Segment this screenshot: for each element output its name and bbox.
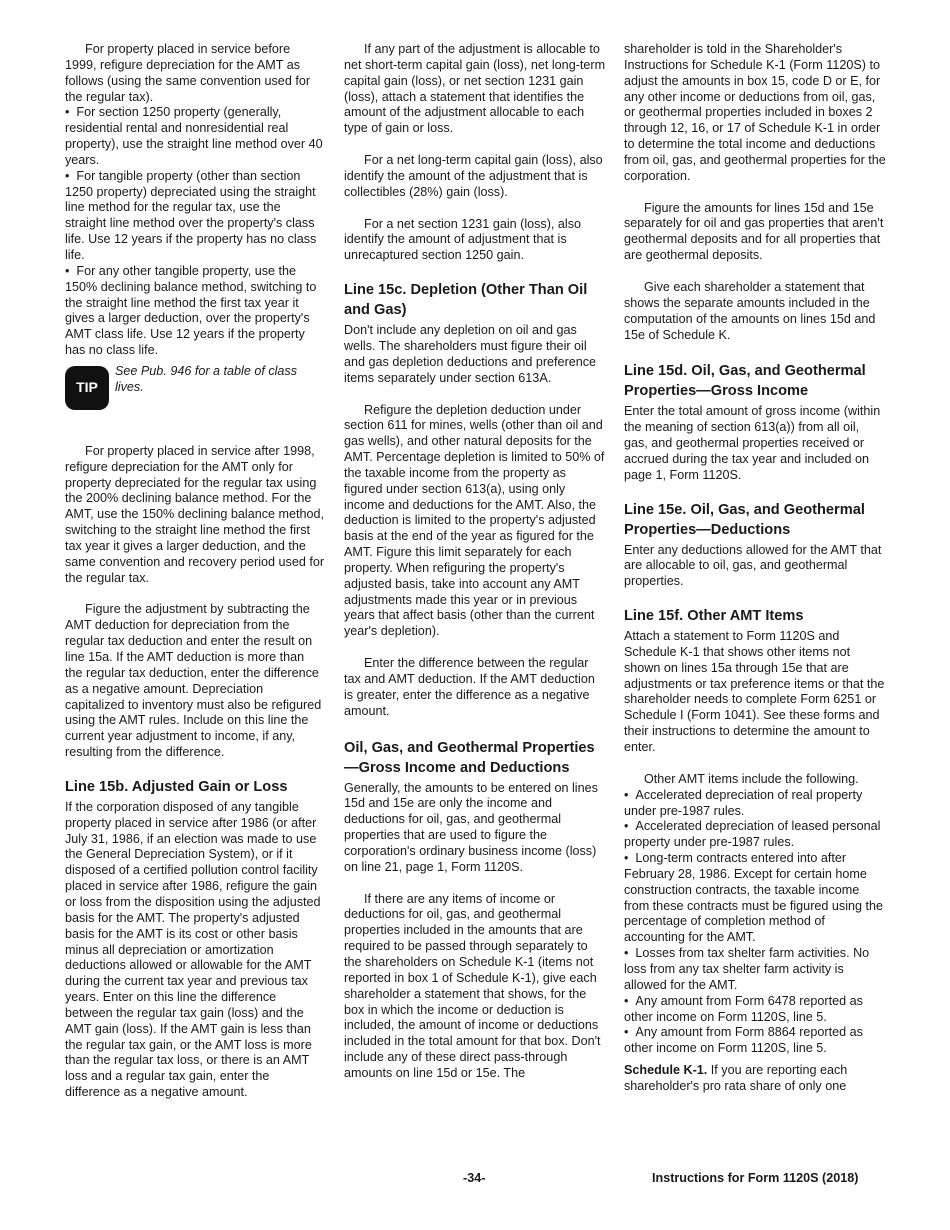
- schedule-k1-text: If you are reporting each shareholder's pro rata share of only one: [624, 1063, 848, 1093]
- heading-line-15e: Line 15e. Oil, Gas, and Geothermal Properties—Deductions: [624, 501, 865, 538]
- paragraph: If there are any items of income or deductions for oil, gas, and geothermal properties included in the amounts that are required to be passed through separately to the shareholders on Schedule K-1 (items not reported in box 1 of Schedule K-1), give each shareholder a statement that shows, for the box in which the income or deduction is included, the amount of income or deductions included in the total amount for that box. Don't include any of these direct pass-through amounts on line 15d or 15e. The: [344, 891, 601, 1080]
- paragraph: For a net section 1231 gain (loss), also identify the amount of adjustment that is unrecaptured section 1250 gain.: [344, 216, 582, 263]
- column-1: [65, 42, 325, 1101]
- bullet-item: • Long-term contracts entered into after February 28, 1986. Except for certain home construction contracts, the taxable income from these contracts must be figured using the percentage of completion method of accounting for the AMT.: [624, 851, 886, 946]
- paragraph: Refigure the depletion deduction under section 611 for mines, wells (other than oil and gas wells), and other natural deposits for the AMT. Percentage depletion is limited to 50% of the taxable income from the property as figured under section 613(a), using only income and deductions for the AMT. Also, the deduction is limited to the property's adjusted basis at the end of the year as figured for the AMT. Figure this limit separately for each property. When refiguring the property's adjusted basis, take into account any AMT adjustments made this year or in previous years that affect basis (other than the current year's depletion).: [344, 402, 605, 639]
- bullet-item: • For tangible property (other than section 1250 property) depreciated using the straight line method for the regular tax, use the straight line method over the property's class life. Use 12 years if the property has no class life.: [65, 169, 325, 264]
- paragraph: shareholder is told in the Shareholder's Instructions for Schedule K-1 (Form 1120S) to adjust the amounts in box 15, code D or E, for any other income or deductions from oil, gas, or geothermal properties included in boxes 2 through 12, 16, or 17 of Schedule K-1 in order to determine the total income and deductions from oil, gas, and geothermal properties for the corporation.: [624, 42, 886, 183]
- bullet-item: • For any other tangible property, use the 150% declining balance method, switching to the straight line method the first tax year it gives a larger deduction, over the property's AMT class life. Use 12 years if the property has no class life.: [65, 264, 325, 359]
- bullet-item: • Accelerated depreciation of real property under pre-1987 rules.: [624, 788, 886, 820]
- tip-callout: [65, 364, 325, 410]
- paragraph: Give each shareholder a statement that shows the separate amounts included in the computation of the amounts on lines 15d and 15e of Schedule K.: [624, 279, 876, 342]
- heading-oil-gas-geothermal: Oil, Gas, and Geothermal Properties—Gross Income and Deductions: [344, 739, 595, 776]
- bullet-item: • Losses from tax shelter farm activities. No loss from any tax shelter farm activity is allowed for the AMT.: [624, 946, 886, 994]
- paragraph: Enter the total amount of gross income (within the meaning of section 613(a)) from all oil, gas, and geothermal properties received or accrued during the tax year and included on page 1, Form 1120S.: [624, 404, 881, 482]
- bullet-item: • Any amount from Form 8864 reported as other income on Form 1120S, line 5.: [624, 1025, 886, 1057]
- page-number: -34-: [463, 1171, 486, 1185]
- paragraph: Other AMT items include the following.: [644, 771, 859, 786]
- document-title: Instructions for Form 1120S (2018): [652, 1171, 859, 1185]
- heading-line-15d: Line 15d. Oil, Gas, and Geothermal Properties—Gross Income: [624, 363, 866, 400]
- paragraph: Figure the adjustment by subtracting the AMT deduction for depreciation from the regular tax deduction and enter the result on line 15a. If the AMT deduction is more than the regular tax deduction, enter the difference as a negative amount. Depreciation capitalized to inventory must also be refigured using the AMT rules. Include on this line the current year adjustment to income, if any, resulting from the difference.: [65, 602, 322, 760]
- paragraph: Figure the amounts for lines 15d and 15e separately for oil and gas properties that aren't geothermal deposits and for all properties that are geothermal deposits.: [624, 200, 884, 263]
- tip-text: See Pub. 946 for a table of class lives.: [115, 363, 298, 394]
- bullet-item: • Any amount from Form 6478 reported as other income on Form 1120S, line 5.: [624, 994, 886, 1026]
- paragraph: If any part of the adjustment is allocable to net short-term capital gain (loss), net long-term capital gain (loss), or net section 1231 gain (loss), attach a statement that identifies the amount of the adjustment allocable to each type of gain or loss.: [344, 42, 606, 136]
- column-2: [344, 42, 606, 1082]
- paragraph: Enter any deductions allowed for the AMT that are allocable to oil, gas, and geothermal properties.: [624, 542, 882, 589]
- paragraph: [624, 1063, 886, 1095]
- column-3: [624, 42, 886, 1095]
- tip-icon: TIP: [65, 366, 109, 410]
- paragraph: For property placed in service after 1998, refigure depreciation for the AMT only for property depreciated for the regular tax using the 200% declining balance method. For the AMT, use the 150% declining balance method, switching to the straight line method the first tax year it gives a larger deduction, and the same convention and recovery period used for the regular tax.: [65, 443, 325, 585]
- heading-line-15b: Line 15b. Adjusted Gain or Loss: [65, 778, 288, 795]
- paragraph: Generally, the amounts to be entered on lines 15d and 15e are only the income and deductions for oil, gas, and geothermal properties that are used to figure the corporation's ordinary business income (loss) on line 21, page 1, Form 1120S.: [344, 780, 598, 874]
- paragraph: Enter the difference between the regular tax and AMT deduction. If the AMT deduction is greater, enter the difference as a negative amount.: [344, 656, 595, 718]
- bullet-item: • For section 1250 property (generally, residential rental and nonresidential real property), use the straight line method over 40 years.: [65, 105, 325, 168]
- heading-line-15c: Line 15c. Depletion (Other Than Oil and Gas): [344, 282, 588, 319]
- schedule-k1-label: Schedule K-1.: [624, 1063, 708, 1078]
- bullet-item: • Accelerated depreciation of leased personal property under pre-1987 rules.: [624, 819, 886, 851]
- paragraph: Don't include any depletion on oil and gas wells. The shareholders must figure their oil and gas depletion deductions and preference items separately under section 613A.: [344, 323, 597, 385]
- heading-line-15f: Line 15f. Other AMT Items: [624, 608, 804, 625]
- paragraph: If the corporation disposed of any tangible property placed in service after 1986 (or after July 31, 1986, if an election was made to use the General Depreciation System), or if it disposed of a certified pollution control facility placed in service after 1986, refigure the gain or loss from the disposition using the adjusted basis for the AMT. The property's adjusted basis for the AMT is its cost or other basis minus all depreciation or amortization deductions allowed or allowable for the AMT during the current tax year and previous tax years. Enter on this line the difference between the regular tax gain (loss) and the AMT gain (loss). If the AMT gain is less than the regular tax gain, or the AMT loss is more than the regular tax loss, or there is an AMT loss and a regular tax gain, enter the difference as a negative amount.: [65, 799, 321, 1100]
- paragraph: Attach a statement to Form 1120S and Schedule K-1 that shows other items not shown on lines 15a through 15e that are adjustments or tax preference items or that the shareholder needs to complete Form 6251 or Schedule I (Form 1041). See these forms and their instructions to determine the amount to enter.: [624, 629, 885, 754]
- paragraph: For a net long-term capital gain (loss), also identify the amount of the adjustment that is collectibles (28%) gain (loss).: [344, 153, 603, 199]
- paragraph: For property placed in service before 1999, refigure depreciation for the AMT as follows (using the same convention used for the regular tax).: [65, 42, 311, 104]
